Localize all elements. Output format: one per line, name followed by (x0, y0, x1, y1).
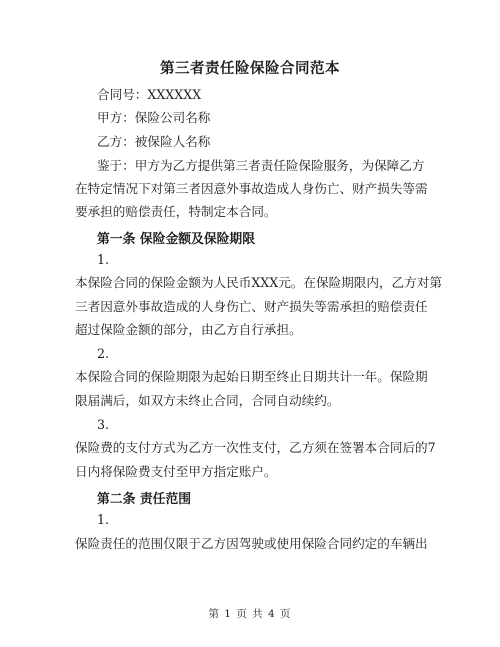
preamble-line: 在特定情况下对第三者因意外事故造成人身伤亡、财产损失等需 (75, 181, 428, 196)
article-1-item-2-number: 2. (97, 346, 110, 361)
article-2-heading: 第二条 责任范围 (97, 492, 192, 507)
preamble-line: 要承担的赔偿责任，特制定本合同。 (75, 204, 277, 219)
document-title: 第三者责任险保险合同范本 (160, 61, 340, 77)
article-1-heading: 第一条 保险金额及保险期限 (97, 232, 256, 247)
article-1-item-1-number: 1. (97, 252, 110, 267)
article-1-item-2-line: 限届满后，如双方未终止合同，合同自动续约。 (75, 393, 340, 408)
party-a: 甲方：保险公司名称 (97, 110, 211, 125)
article-1-item-3-line: 日内将保险费支付至甲方指定账户。 (75, 464, 277, 479)
contract-number: 合同号：XXXXXX (97, 87, 202, 102)
article-2-item-1-number: 1. (97, 512, 110, 527)
article-2-item-1-line: 保险责任的范围仅限于乙方因驾驶或使用保险合同约定的车辆出 (75, 536, 428, 551)
article-1-item-1-line: 本保险合同的保险金额为人民币XXX元。在保险期限内，乙方对第 (75, 275, 442, 290)
party-b: 乙方：被保险人名称 (97, 134, 211, 149)
article-1-item-2-line: 本保险合同的保险期限为起始日期至终止日期共计一年。保险期 (75, 369, 428, 384)
article-1-item-3-number: 3. (97, 417, 110, 432)
article-1-item-3-line: 保险费的支付方式为乙方一次性支付，乙方须在签署本合同后的7 (75, 440, 436, 455)
article-1-item-1-line: 超过保险金额的部分，由乙方自行承担。 (75, 322, 302, 337)
page-indicator: 第 1 页 共 4 页 (208, 608, 292, 620)
article-1-item-1-line: 三者因意外事故造成的人身伤亡、财产损失等需承担的赔偿责任 (75, 299, 428, 314)
preamble-line: 鉴于：甲方为乙方提供第三者责任险保险服务，为保障乙方 (97, 158, 425, 173)
